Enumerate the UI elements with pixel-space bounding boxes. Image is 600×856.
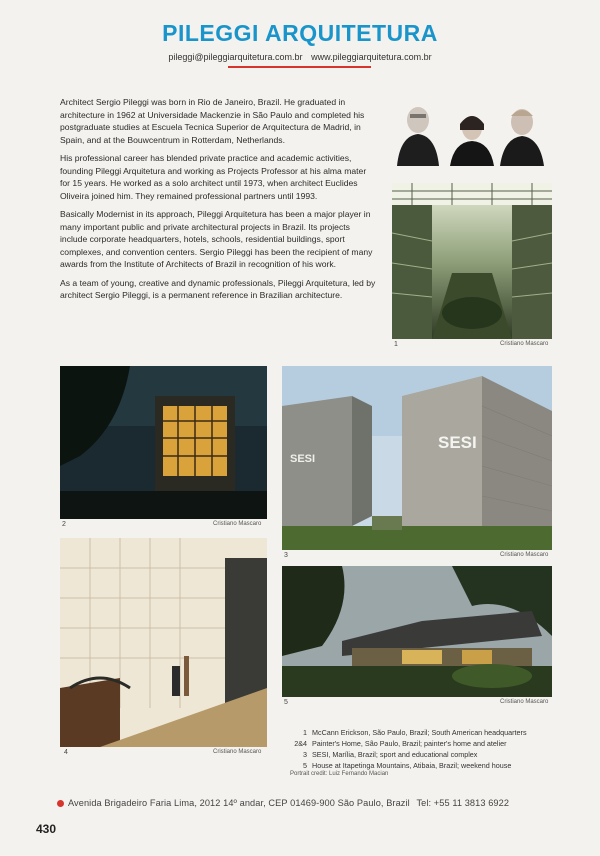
- caption-row: [285, 760, 575, 771]
- caption-number: 1: [303, 728, 307, 737]
- photo-number: 1: [394, 341, 398, 348]
- page-title: PILEGGI ARQUITETURA: [162, 20, 438, 46]
- photo-captions: [285, 727, 575, 771]
- caption-text: House at Itapetinga Mountains, Atibaia, Brazil; weekend house: [312, 761, 512, 770]
- sesi-sign: SESI: [290, 453, 316, 465]
- caption-text: McCann Erickson, São Paulo, Brazil; South American headquarters: [312, 728, 527, 737]
- photo-painters-studio: [60, 538, 267, 747]
- address-text: Avenida Brigadeiro Faria Lima, 2012 14º andar, CEP 01469-900 São Paulo, Brazil: [68, 798, 410, 808]
- photo-painters-home-night: [60, 366, 267, 519]
- photo-number: 4: [64, 749, 68, 756]
- paragraph: Architect Sergio Pileggi was born in Rio de Janeiro, Brazil. He graduated in architecture in 1962 at Universidade Mackenzie in São Paulo and completed his postgraduate studies at Escuela Tecnica Superior de Arquitectura de Madrid, in Spain, and at the Bouwcentrum in Rotterdam, Netherlands.: [60, 97, 365, 145]
- portrait-photo: [392, 100, 552, 166]
- portrait-credit: Portrait credit: Luiz Fernando Macian: [290, 771, 389, 777]
- caption-row: [285, 738, 575, 749]
- title-rule: [228, 66, 371, 68]
- caption-number: 3: [303, 750, 307, 759]
- photo-credit: Cristiano Mascaro: [213, 521, 262, 527]
- caption-text: SESI, Marília, Brazil; sport and educational complex: [312, 750, 478, 759]
- photo-atrium: [392, 183, 552, 339]
- phone-text: Tel: +55 11 3813 6922: [416, 798, 510, 808]
- caption-row: [285, 749, 575, 760]
- photo-credit: Cristiano Mascaro: [213, 749, 262, 755]
- contact-line: [0, 52, 600, 62]
- photo-weekend-house: [282, 566, 552, 697]
- caption-number: 2&4: [294, 739, 307, 748]
- paragraph: His professional career has blended private practice and academic activities, founding Pileggi Arquitetura and working as Projects Professor at his alma mater for 15 years. He worked as a solo architect until 1973, when architect Euclides Oliveira joined him. They remained professional partners until 1993.: [60, 153, 367, 201]
- sesi-sign: SESI: [438, 433, 477, 452]
- photo-number: 3: [284, 552, 288, 559]
- photo-number: 5: [284, 699, 288, 706]
- website-link[interactable]: www.pileggiarquitetura.com.br: [311, 52, 432, 62]
- bullet-dot: [57, 800, 64, 807]
- photo-credit: Cristiano Mascaro: [500, 699, 549, 705]
- caption-text: Painter's Home, São Paulo, Brazil; painter's home and atelier: [312, 739, 507, 748]
- paragraph: Basically Modernist in its approach, Pileggi Arquitetura has been a major player in many important public and private architectural projects in Brazil. Its projects include corporate headquarters, hotels, schools, residential buildings, sport complexes, and convention centers. Sergio Pileggi has been the recipient of many awards from the Institute of Architects of Brazil in recognition of his work.: [60, 209, 373, 269]
- body-text: [60, 96, 378, 308]
- address-line: [68, 798, 509, 808]
- email-link[interactable]: pileggi@pileggiarquitetura.com.br: [168, 52, 303, 62]
- photo-number: 2: [62, 521, 66, 528]
- caption-row: [285, 727, 575, 738]
- photo-sesi: [282, 366, 552, 550]
- paragraph: As a team of young, creative and dynamic professionals, Pileggi Arquitetura, led by architect Sergio Pileggi, is a permanent reference in Brazilian architecture.: [60, 277, 376, 300]
- page-number: 430: [36, 822, 57, 836]
- photo-credit: Cristiano Mascaro: [500, 341, 549, 347]
- photo-credit: Cristiano Mascaro: [500, 552, 549, 558]
- caption-number: 5: [303, 761, 307, 770]
